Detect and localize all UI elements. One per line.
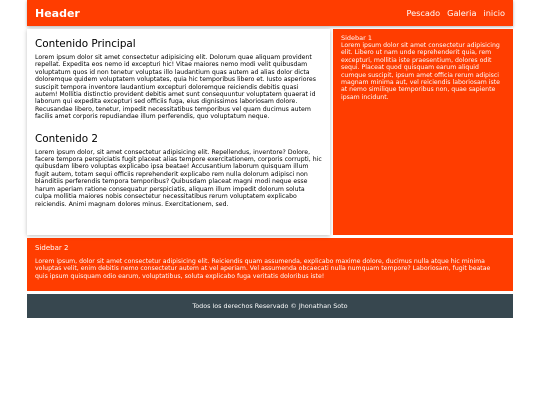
main-nav [406, 8, 505, 18]
nav-link-galeria[interactable]: Galeria [447, 8, 477, 18]
sidebar-1-title: Sidebar 1 [341, 34, 373, 42]
second-section-text: Lorem ipsum dolor, sit amet consectetur adipisicing elit. Repellendus, inventore? Dolore, facere tempora perspiciatis fugit placeat alias tempore exercitationem, corporis corrupti, hic quibusdam libero voluptas explicabo ipsa beatae! Accusantium laborum quisquam illum fugit autem, totam sequi officiis reprehenderit explicabo rem nulla dolorum adipisci non blanditiis perferendis tempora temporibus? Quibusdam placeat magni modi neque esse harum aperiam ratione consequatur perspiciatis, aliquam illum impedit dolorum soluta culpa mollitia maiores nobis consectetur necessitatibus rerum voluptatem explicabo reiciendis. Animi magnam dolores minus. Exercitationem, sed. [35, 148, 322, 208]
header-brand[interactable]: Header [35, 6, 80, 20]
content-row [27, 29, 513, 235]
sidebar-2 [27, 238, 513, 291]
second-section-title: Contenido 2 [35, 132, 99, 145]
sidebar-1-text: Lorem ipsum dolor sit amet consectetur adipisicing elit. Libero ut nam unde reprehenderit quia, rem excepturi, mollitia iste praesentium, dolores odit sequi. Placeat quod quisquam earum aliquid cumque suscipit, ipsum amet officia rerum adipisci magnam minima aut, vel reiciendis laboriosam iste at nemo similique temporibus non, quae sapiente ipsam incidunt. [341, 42, 500, 101]
sidebar-2-text: Lorem ipsum, dolor sit amet consectetur adipisicing elit. Reiciendis quam assumenda, explicabo maxime dolore, ducimus nulla atque hic minima voluptas velit, enim debitis nemo consectetur autem at vel aperiam. Vel assumenda obcaecati nulla numquam tempore? Laboriosam, fugit beatae quis ipsum quisquam odio earum, voluptatibus, soluta explicabo fuga veritatis doloribus iste! [35, 258, 491, 280]
main-section-text: Lorem ipsum dolor sit amet consectetur adipisicing elit. Dolorum quae aliquam provident repellat. Expedita eos nemo id excepturi hic! Vitae maiores nemo modi velit quibusdam voluptatum quos id non tenetur voluptas illo laudantium quas autem ad alias dolor dicta doloremque quidem voluptatem voluptates, quia hic temporibus libero et. Iusto asperiores suscipit tempora inventore laudantium excepturi doloremque reiciendis debitis quasi autem! Mollitia distinctio provident debitis amet sunt consequuntur voluptatem quaerat id laborum qui expedita excepturi sed officiis fuga, eius dignissimos laboriosam dolore. Recusandae libero, tenetur, impedit necessitatibus temporibus vel quam ducimus autem facilis amet corporis repudiandae illum perferendis, quo voluptatum neque. [35, 54, 316, 121]
footer-copyright: Todos los derechos Reservado © Jhonathan Soto [192, 302, 348, 310]
main-section-title: Contenido Principal [35, 38, 136, 50]
page [27, 0, 513, 318]
sidebar-2-title: Sidebar 2 [35, 244, 69, 252]
nav-link-pescado[interactable]: Pescado [406, 8, 441, 18]
sidebar-1 [333, 29, 513, 235]
main-content [27, 29, 330, 235]
site-header [27, 0, 513, 26]
nav-link-inicio[interactable]: inicio [483, 8, 505, 18]
site-footer [27, 294, 513, 318]
